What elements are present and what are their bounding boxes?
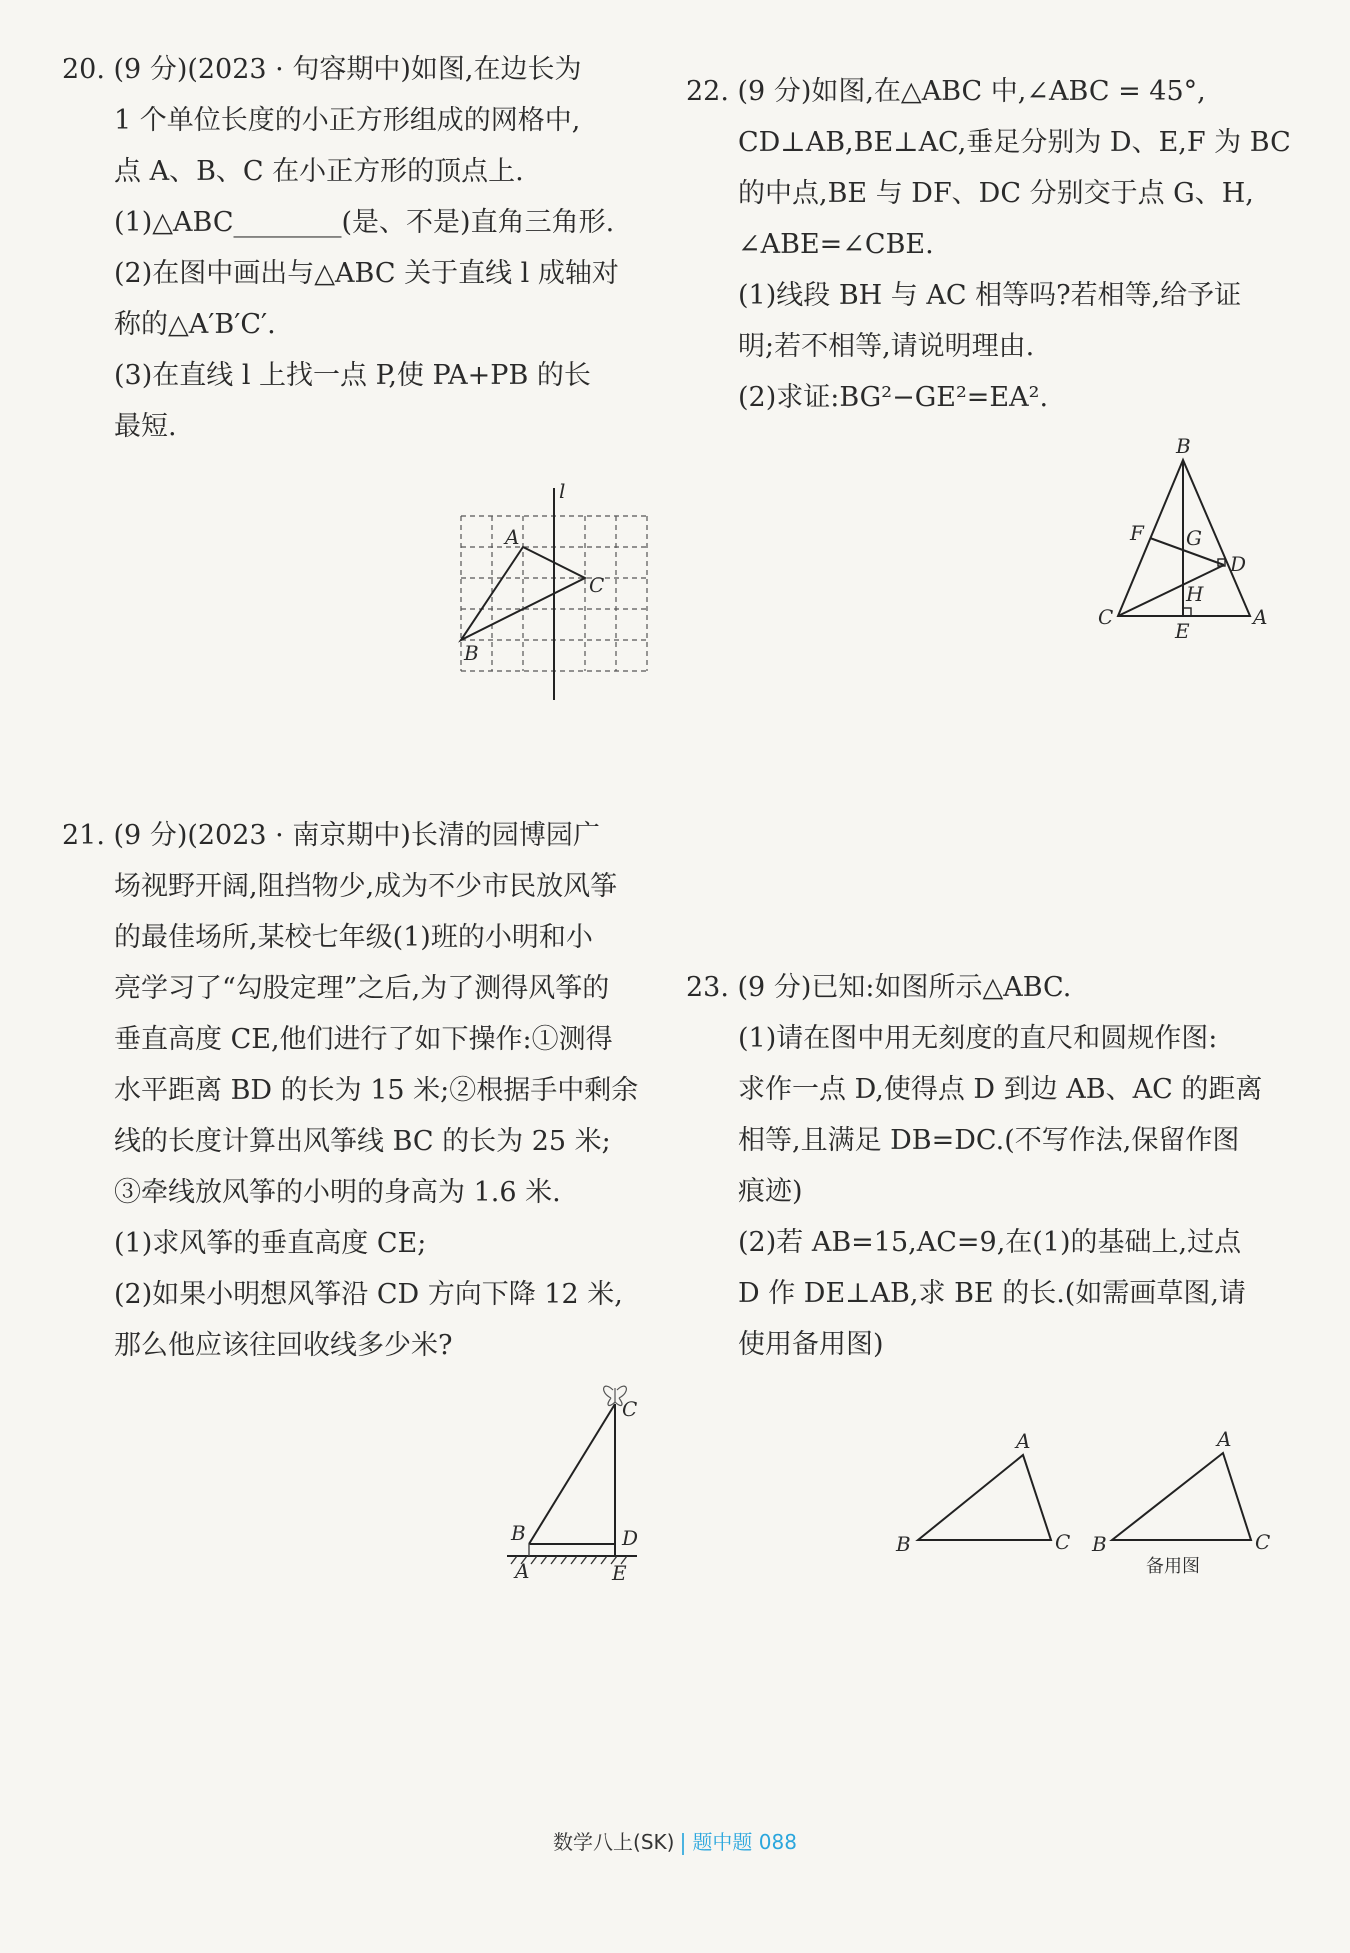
problem-23-line: 使用备用图) <box>738 1329 884 1360</box>
problem-21-kite-figure <box>495 1378 670 1583</box>
footer-subject: 数学八上(SK) <box>553 1830 675 1854</box>
problem-23-line: (1)请在图中用无刻度的直尺和圆规作图: <box>738 1023 1218 1054</box>
label-e: E <box>612 1561 627 1583</box>
label-b: B <box>464 641 479 665</box>
triangle-backup <box>1112 1453 1251 1540</box>
problem-21-line: 场视野开阔,阻挡物少,成为不少市民放风筝 <box>114 871 618 902</box>
label-b-backup: B <box>1092 1532 1107 1556</box>
problem-21-line: 亮学习了“勾股定理”之后,为了测得风筝的 <box>114 973 610 1004</box>
problem-21-line: 那么他应该往回收线多少米? <box>114 1330 453 1361</box>
problem-22-line: 的中点,BE 与 DF、DC 分别交于点 G、H, <box>738 178 1254 209</box>
problem-20-line: 20. (9 分)(2023 · 句容期中)如图,在边长为 <box>62 54 582 85</box>
footer-divider <box>682 1833 684 1855</box>
label-a: A <box>1253 605 1268 629</box>
problem-22-triangle-figure <box>1090 428 1280 643</box>
backup-figure-caption: 备用图 <box>1146 1556 1200 1577</box>
problem-23-line: 痕迹) <box>738 1176 803 1207</box>
label-e: E <box>1175 619 1190 643</box>
problem-21 <box>62 810 662 1371</box>
problem-22-line: ∠ABE=∠CBE. <box>738 229 934 260</box>
problem-21-line: ③牵线放风筝的小明的身高为 1.6 米. <box>114 1177 561 1208</box>
problem-20-line: 称的△A′B′C′. <box>114 309 276 340</box>
problem-23-triangle-figure <box>888 1428 1278 1583</box>
label-a: A <box>505 525 520 549</box>
problem-21-line: 垂直高度 CE,他们进行了如下操作:①测得 <box>114 1024 613 1055</box>
label-c: C <box>1098 605 1114 629</box>
problem-22 <box>686 66 1291 423</box>
problem-20 <box>62 44 662 452</box>
problem-23-line: 23. (9 分)已知:如图所示△ABC. <box>686 972 1072 1003</box>
label-b: B <box>896 1532 911 1556</box>
problem-21-line: 水平距离 BD 的长为 15 米;②根据手中剩余 <box>114 1075 639 1106</box>
label-a: A <box>1016 1429 1031 1453</box>
problem-22-line: 明;若不相等,请说明理由. <box>738 331 1035 362</box>
problem-22-line: 22. (9 分)如图,在△ABC 中,∠ABC = 45°, <box>686 76 1206 107</box>
problem-23-line: 相等,且满足 DB=DC.(不写作法,保留作图 <box>738 1125 1240 1156</box>
problem-20-line: (3)在直线 l 上找一点 P,使 PA+PB 的长 <box>114 360 591 391</box>
page-footer <box>0 1826 1350 1855</box>
label-g: G <box>1186 526 1202 550</box>
problem-20-line: 点 A、B、C 在小正方形的顶点上. <box>114 156 524 187</box>
problem-23-line: D 作 DE⊥AB,求 BE 的长.(如需画草图,请 <box>738 1278 1246 1309</box>
label-b: B <box>1176 434 1191 458</box>
label-b: B <box>511 1521 526 1545</box>
problem-21-line: (2)如果小明想风筝沿 CD 方向下降 12 米, <box>114 1279 623 1310</box>
label-d: D <box>1230 552 1247 576</box>
label-f: F <box>1130 521 1144 545</box>
label-c: C <box>1055 1530 1071 1554</box>
label-c: C <box>622 1397 638 1421</box>
label-h: H <box>1186 582 1204 606</box>
problem-23-line: (2)若 AB=15,AC=9,在(1)的基础上,过点 <box>738 1227 1242 1258</box>
label-d: D <box>622 1526 639 1550</box>
problem-21-line: 的最佳场所,某校七年级(1)班的小明和小 <box>114 922 593 953</box>
label-a: A <box>515 1559 530 1583</box>
problem-20-line: (1)△ABC________(是、不是)直角三角形. <box>114 207 615 238</box>
problem-21-line: (1)求风筝的垂直高度 CE; <box>114 1228 427 1259</box>
problem-23-line: 求作一点 D,使得点 D 到边 AB、AC 的距离 <box>738 1074 1263 1105</box>
problem-20-grid-figure <box>455 478 660 703</box>
label-c: C <box>589 573 605 597</box>
problem-20-line: 最短. <box>114 411 177 442</box>
problem-23 <box>686 962 1286 1370</box>
problem-22-line: CD⊥AB,BE⊥AC,垂足分别为 D、E,F 为 BC <box>738 127 1291 158</box>
problem-22-line: (2)求证:BG²−GE²=EA². <box>738 382 1049 413</box>
problem-21-line: 21. (9 分)(2023 · 南京期中)长清的园博园广 <box>62 820 600 851</box>
problem-20-line: (2)在图中画出与△ABC 关于直线 l 成轴对 <box>114 258 619 289</box>
triangle-main <box>918 1455 1051 1540</box>
problem-22-line: (1)线段 BH 与 AC 相等吗?若相等,给予证 <box>738 280 1242 311</box>
label-c-backup: C <box>1255 1530 1271 1554</box>
footer-page-tag: 题中题 088 <box>692 1830 797 1854</box>
problem-20-line: 1 个单位长度的小正方形组成的网格中, <box>114 105 581 136</box>
problem-21-line: 线的长度计算出风筝线 BC 的长为 25 米; <box>114 1126 611 1157</box>
label-a-backup: A <box>1217 1428 1232 1451</box>
label-l: l <box>559 479 566 503</box>
